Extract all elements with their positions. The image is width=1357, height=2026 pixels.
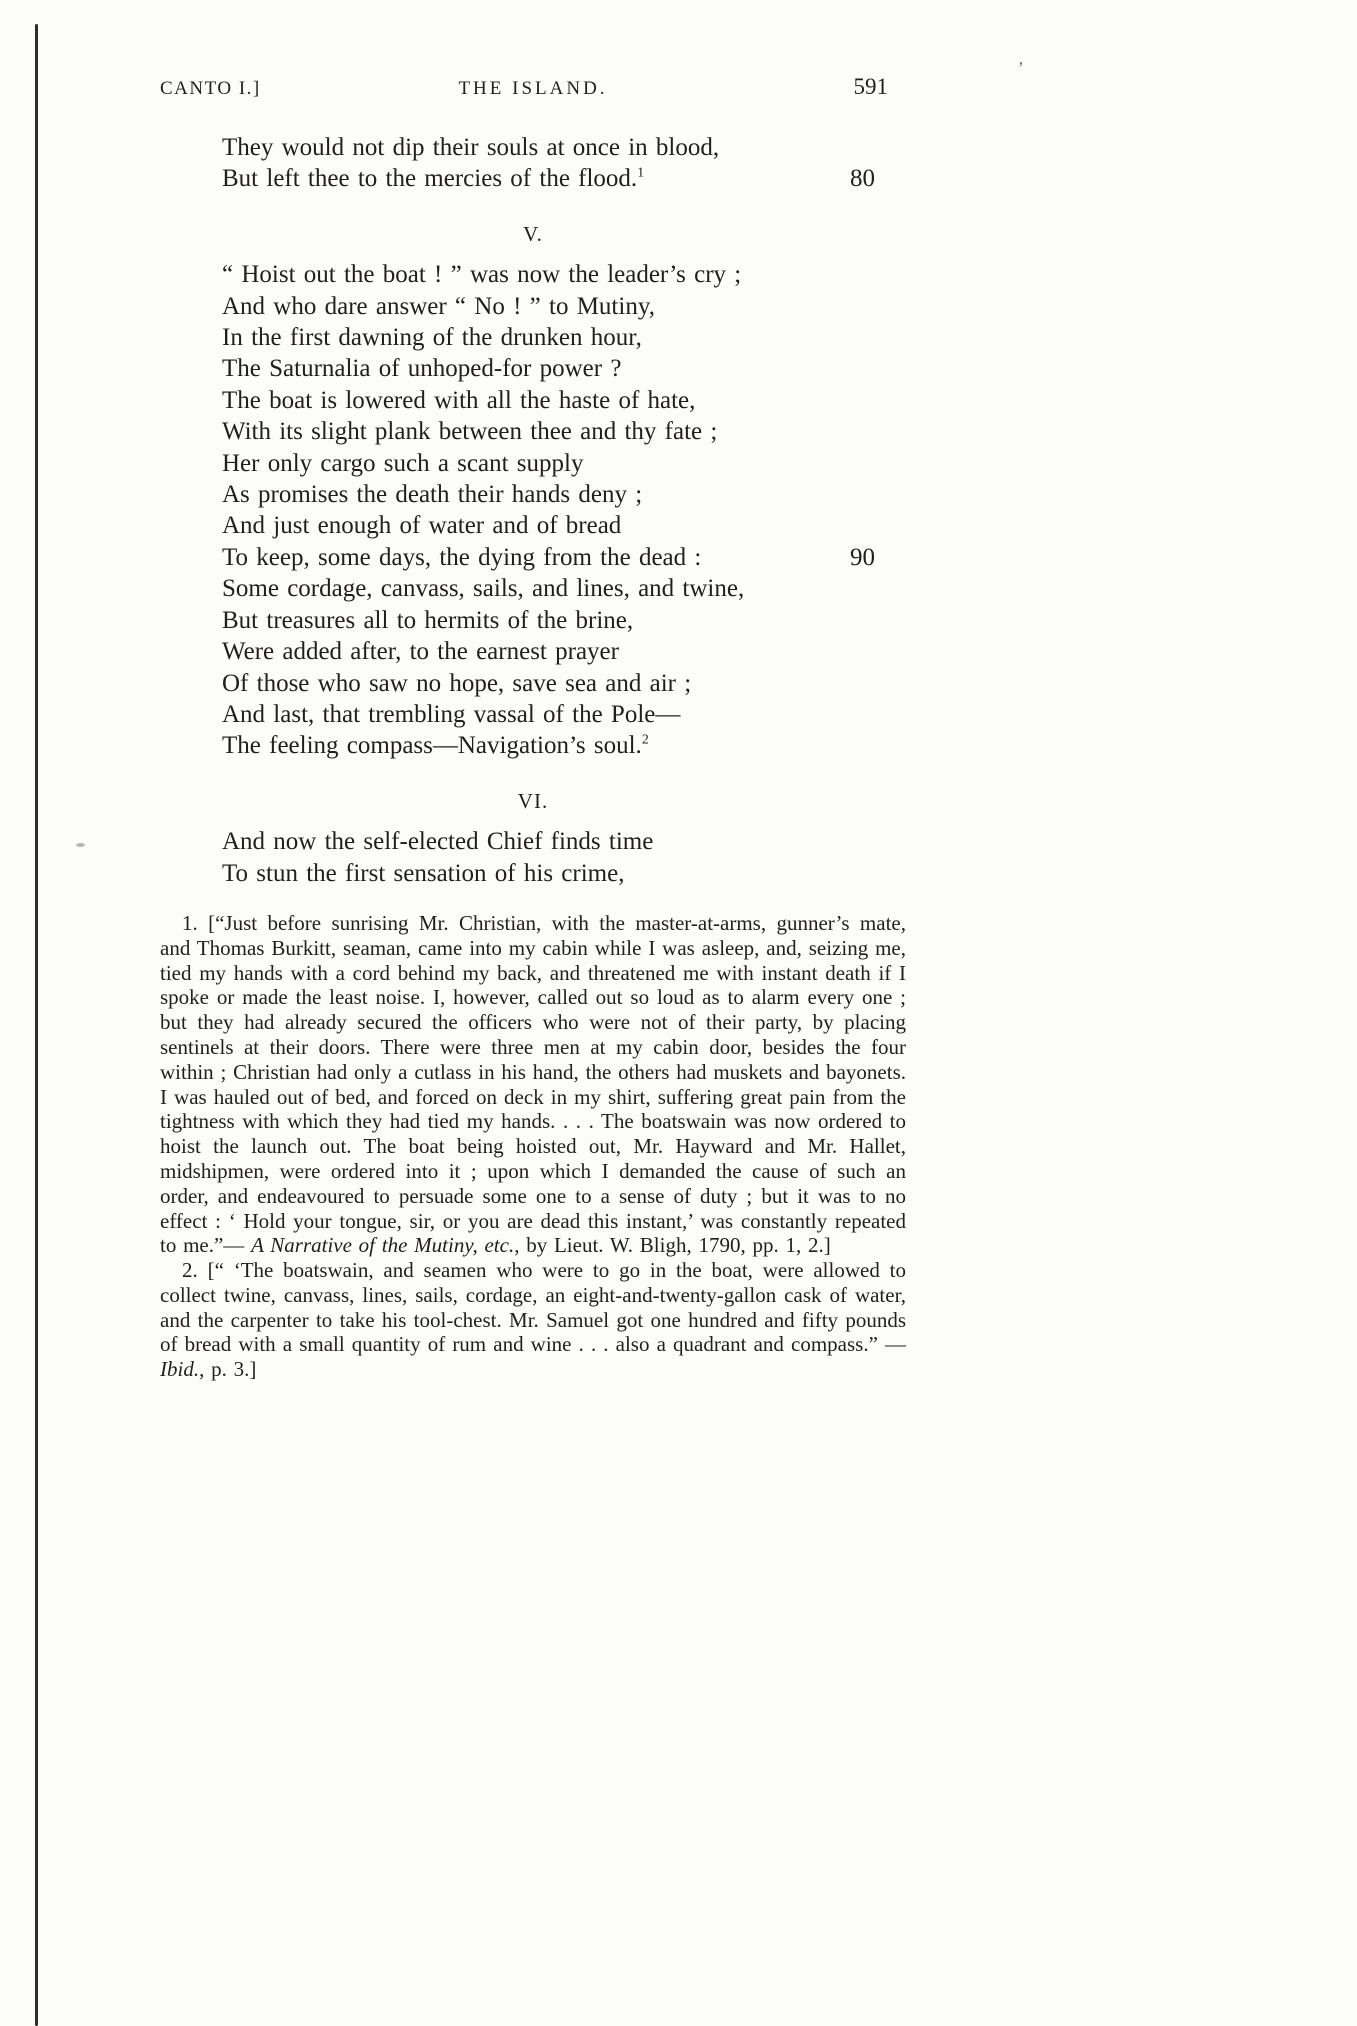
poem-line bbox=[222, 668, 906, 699]
poem-line-text: As promises the death their hands deny ; bbox=[222, 481, 643, 509]
scan-artifact-mark: ’ bbox=[1018, 58, 1024, 77]
running-title: THE ISLAND. bbox=[458, 78, 608, 99]
poem-line-text: The boat is lowered with all the haste of hate, bbox=[222, 386, 696, 414]
poem-line bbox=[222, 132, 906, 163]
poem-line-text: To stun the first sensation of his crime, bbox=[222, 859, 625, 887]
poem-line-text: They would not dip their souls at once in blood, bbox=[222, 134, 720, 161]
poem-line-text: But left thee to the mercies of the flood. bbox=[222, 165, 638, 193]
poem-line-text: To keep, some days, the dying from the dead : bbox=[222, 543, 702, 571]
poem-line bbox=[222, 605, 906, 636]
poem-line-text: Her only cargo such a scant supply bbox=[222, 449, 584, 477]
poem-line-text: “ Hoist out the boat ! ” was now the leader’s cry ; bbox=[222, 261, 742, 289]
stanza bbox=[160, 826, 906, 889]
poem-line bbox=[222, 416, 906, 447]
poem-line bbox=[222, 353, 906, 384]
footnote bbox=[160, 911, 906, 1258]
poem-line bbox=[222, 322, 906, 353]
footnote bbox=[160, 1258, 906, 1382]
poem-line-text: And last, that trembling vassal of the Pole— bbox=[222, 700, 681, 728]
poem-line bbox=[222, 259, 906, 290]
poem-line-text: And now the self-elected Chief finds time bbox=[222, 828, 654, 856]
footnote-text: , by Lieut. W. Bligh, 1790, pp. 1, 2.] bbox=[514, 1233, 831, 1258]
footnote-reference: 1 bbox=[637, 165, 645, 181]
poem-line-text: The feeling compass—Navigation’s soul. bbox=[222, 732, 642, 760]
poem-line bbox=[222, 858, 906, 889]
poem-line bbox=[222, 448, 906, 479]
poem-line-text: But treasures all to hermits of the brine, bbox=[222, 606, 634, 634]
poem-line-text: In the first dawning of the drunken hour, bbox=[222, 324, 642, 352]
stanza-heading: VI. bbox=[517, 788, 549, 813]
poem-line-text: With its slight plank between thee and thy fate ; bbox=[222, 418, 718, 446]
poem-line-text: Of those who saw no hope, save sea and air ; bbox=[222, 669, 692, 697]
poem-line bbox=[222, 542, 906, 573]
page-content bbox=[160, 74, 906, 1382]
footnote-citation: Ibid. bbox=[160, 1357, 200, 1382]
footnotes bbox=[160, 911, 906, 1382]
poem-line bbox=[222, 385, 906, 416]
poem-line-text: And just enough of water and of bread bbox=[222, 512, 622, 540]
verse-line-number: 80 bbox=[850, 165, 875, 193]
poem-line bbox=[222, 510, 906, 541]
poem-line bbox=[222, 291, 906, 322]
running-header bbox=[160, 74, 906, 100]
footnote-citation: A Narrative of the Mutiny, etc. bbox=[251, 1233, 515, 1258]
poem-line-text: And who dare answer “ No ! ” to Mutiny, bbox=[222, 292, 655, 320]
footnote-reference: 2 bbox=[641, 731, 649, 747]
stanza bbox=[160, 259, 906, 762]
poem-line bbox=[222, 573, 906, 604]
scan-spine-line bbox=[35, 24, 38, 2026]
stanza bbox=[160, 132, 906, 195]
footnote-text: 1. [“Just before sunrising Mr. Christian, with the master-at-arms, gunner’s mate, and Thomas Burkitt, seaman, came into my cabin while I was asleep, and, seizing me, tied my hands with a cord behind my back, and threatened me with instant death if I spoke or made the least noise. I, however, called out so loud as to alarm every one ; but they had already secured the officers who were not of their party, by placing sentinels at their doors. There were three men at my cabin door, besides the four within ; Christian had only a cutlass in his hand, the others had muskets and bayonets. I was hauled out of bed, and forced on deck in my shirt, suffering great pain from the tightness with which they had tied my hands. . . . The boatswain was now ordered to hoist the launch out. The boat being hoisted out, Mr. Hayward and Mr. Hallet, midshipmen, were ordered into it ; upon which I demanded the cause of such an order, and endeavoured to persuade some one to a sense of duty ; but it was to no effect : ‘ Hold your tongue, sir, or you are dead this instant,’ was constantly repeated to me.”— bbox=[160, 910, 906, 1258]
poem-line-text: Were added after, to the earnest prayer bbox=[222, 638, 619, 666]
poem bbox=[160, 132, 906, 889]
verse-line-number: 90 bbox=[850, 543, 875, 571]
poem-line bbox=[222, 479, 906, 510]
canto-label: CANTO I.] bbox=[160, 78, 261, 99]
poem-line bbox=[222, 826, 906, 857]
poem-line bbox=[222, 699, 906, 730]
footnote-text: 2. [“ ‘The boatswain, and seamen who were to go in the boat, were allowed to collect twine, canvass, lines, sails, cordage, an eight-and-twenty-gallon cask of water, and the carpenter to take his tool-chest. Mr. Samuel got one hundred and fifty pounds of bread with a small quantity of rum and wine . . . also a quadrant and compass.” — bbox=[160, 1258, 906, 1357]
stanza-heading: V. bbox=[523, 221, 543, 246]
scan-artifact-dot bbox=[76, 843, 85, 847]
page-number: 591 bbox=[853, 74, 888, 99]
poem-line-text: Some cordage, canvass, sails, and lines, and twine, bbox=[222, 575, 745, 603]
footnote-text: , p. 3.] bbox=[199, 1357, 257, 1382]
poem-line bbox=[222, 636, 906, 667]
poem-line bbox=[222, 730, 906, 761]
poem-line bbox=[222, 163, 906, 194]
poem-line-text: The Saturnalia of unhoped-for power ? bbox=[222, 355, 622, 383]
